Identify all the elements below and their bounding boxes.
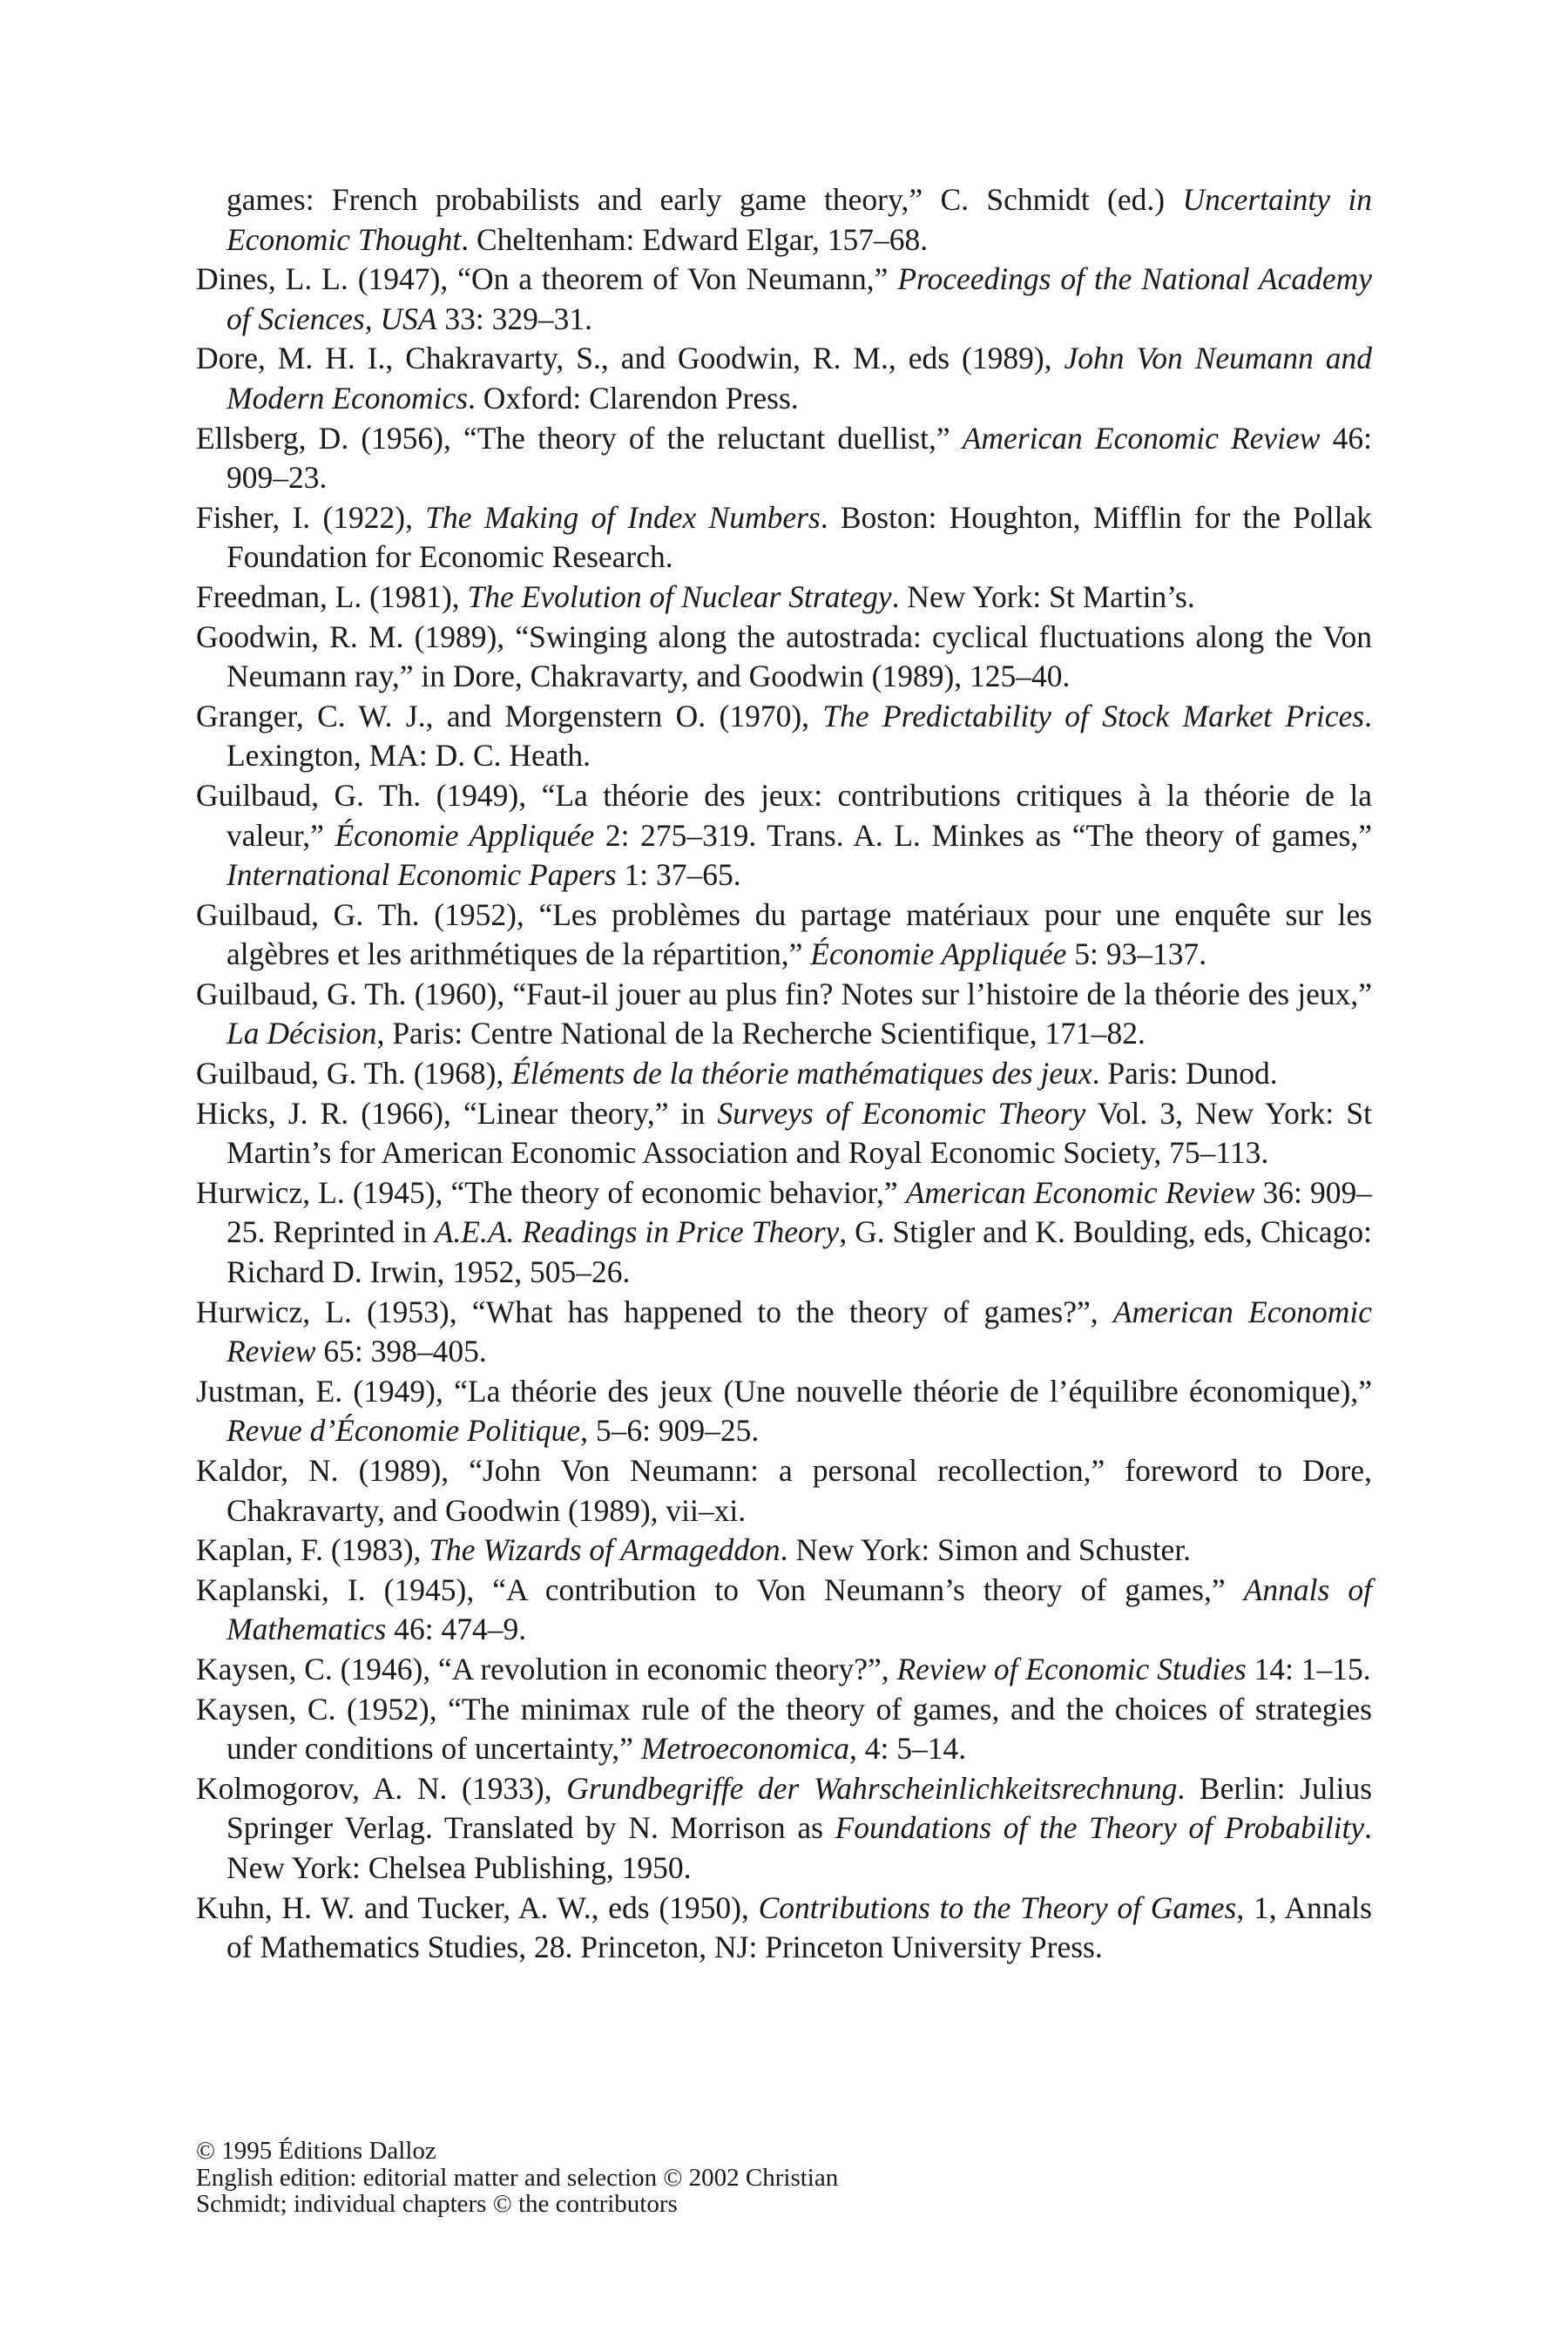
reference-title-italic: A.E.A. Readings in Price Theory — [434, 1214, 840, 1250]
reference-title-italic: International Economic Papers — [226, 857, 617, 893]
reference-text: . Boston: Houghton, Mifflin for the Pollak Foundation for Economic Research. — [226, 499, 1372, 575]
reference-entry — [196, 1054, 1372, 1094]
reference-text: Fisher, I. (1922), — [196, 499, 426, 535]
reference-text: games: French probabilists and early game theory,” C. Schmidt (ed.) — [226, 182, 1183, 217]
reference-text: Dines, L. L. (1947), “On a theorem of Von Neumann,” — [196, 261, 898, 297]
reference-text: Ellsberg, D. (1956), “The theory of the reluctant duellist,” — [196, 420, 963, 456]
reference-entry — [196, 1173, 1372, 1293]
reference-text: Hurwicz, L. (1945), “The theory of economic behavior,” — [196, 1174, 906, 1210]
reference-title-italic: Grundbegriffe der Wahrscheinlichkeitsrechnung — [566, 1770, 1178, 1806]
reference-text: Vol. 3, New York: St Martin’s for American Economic Association and Royal Economic Society, 75–113. — [226, 1095, 1372, 1171]
copyright-line-3: Schmidt; individual chapters © the contributors — [196, 2190, 678, 2218]
reference-title-italic: Review of Economic Studies — [896, 1651, 1247, 1686]
copyright-line-2: English edition: editorial matter and selection © 2002 Christian — [196, 2163, 839, 2192]
reference-text: Kaysen, C. (1952), “The minimax rule of the theory of games, and the choices of strategies under conditions of uncertainty,” — [196, 1691, 1372, 1767]
reference-entry — [196, 419, 1372, 498]
reference-text: , Paris: Centre National de la Recherche Scientifique, 171–82. — [376, 1016, 1146, 1051]
reference-text: Kaplan, F. (1983), — [196, 1532, 429, 1568]
reference-entry — [196, 578, 1372, 618]
reference-entry — [196, 1571, 1372, 1650]
reference-text: Guilbaud, G. Th. (1952), “Les problèmes du partage matériaux pour une enquête sur les algèbres et les arithmétiques de la répartition,” — [196, 896, 1372, 972]
reference-text: Goodwin, R. M. (1989), “Swinging along the autostrada: cyclical fluctuations along the Von Neumann ray,” in Dore, Chakravarty, and Goodwin (1989), 125–40. — [196, 618, 1372, 694]
reference-entry — [196, 776, 1372, 896]
reference-text: . New York: Simon and Schuster. — [780, 1532, 1192, 1568]
reference-text: , 4: 5–14. — [849, 1731, 967, 1767]
reference-title-italic: Éléments de la théorie mathématiques des jeux — [511, 1056, 1092, 1092]
reference-entry — [196, 618, 1372, 697]
reference-text: Kaldor, N. (1989), “John Von Neumann: a personal recollection,” foreword to Dore, Chakravarty, and Goodwin (1989), vii–xi. — [196, 1453, 1372, 1528]
reference-entry — [196, 1372, 1372, 1451]
reference-text: Hurwicz, L. (1953), “What has happened to the theory of games?”, — [196, 1294, 1113, 1329]
reference-text: . New York: Chelsea Publishing, 1950. — [226, 1810, 1372, 1885]
reference-text: 65: 398–405. — [315, 1334, 487, 1369]
reference-text: Justman, E. (1949), “La théorie des jeux (Une nouvelle théorie de l’équilibre économique),” — [196, 1373, 1372, 1409]
reference-text: Kaysen, C. (1946), “A revolution in economic theory?”, — [196, 1651, 897, 1686]
reference-title-italic: Revue d’Économie Politique — [226, 1413, 581, 1449]
reference-text: . Lexington, MA: D. C. Heath. — [226, 698, 1372, 774]
reference-entry — [196, 1650, 1372, 1690]
reference-text: Guilbaud, G. Th. (1968), — [196, 1056, 512, 1092]
reference-text: 2: 275–319. Trans. A. L. Minkes as “The theory of games,” — [594, 817, 1372, 853]
reference-entry — [196, 180, 1372, 260]
reference-title-italic: Annals of Mathematics — [226, 1571, 1372, 1647]
reference-text: 1: 37–65. — [616, 857, 741, 893]
reference-entry — [196, 697, 1372, 776]
reference-entry — [196, 1889, 1372, 1968]
reference-text: 33: 329–31. — [436, 301, 593, 336]
reference-title-italic: Metroeconomica — [640, 1731, 850, 1767]
reference-list — [196, 180, 1372, 1968]
reference-title-italic: Proceedings of the National Academy of Sciences, USA — [226, 261, 1372, 336]
reference-text: Kolmogorov, A. N. (1933), — [196, 1770, 567, 1806]
reference-entry — [196, 975, 1372, 1054]
reference-text: Kaplanski, I. (1945), “A contribution to Von Neumann’s theory of games,” — [196, 1571, 1244, 1607]
reference-text: . Cheltenham: Edward Elgar, 157–68. — [461, 221, 929, 257]
reference-title-italic: The Wizards of Armageddon — [429, 1532, 781, 1568]
reference-title-italic: American Economic Review — [905, 1174, 1255, 1210]
reference-title-italic: Contributions to the Theory of Games — [758, 1889, 1237, 1925]
reference-text: Dore, M. H. I., Chakravarty, S., and Goodwin, R. M., eds (1989), — [196, 341, 1064, 376]
reference-entry — [196, 1769, 1372, 1889]
reference-text: . Paris: Dunod. — [1092, 1056, 1278, 1092]
reference-text: Kuhn, H. W. and Tucker, A. W., eds (1950), — [196, 1889, 759, 1925]
reference-title-italic: Surveys of Economic Theory — [717, 1095, 1086, 1131]
reference-text: 5: 93–137. — [1066, 936, 1207, 972]
reference-title-italic: Économie Appliquée — [335, 817, 595, 853]
reference-title-italic: The Making of Index Numbers — [425, 499, 821, 535]
reference-entry — [196, 1451, 1372, 1531]
reference-entry — [196, 260, 1372, 339]
copyright-footer — [196, 2138, 1067, 2218]
reference-entry — [196, 339, 1372, 418]
reference-text: Guilbaud, G. Th. (1960), “Faut-il jouer au plus fin? Notes sur l’histoire de la théorie des jeux,” — [196, 976, 1372, 1011]
reference-entry — [196, 896, 1372, 975]
reference-entry — [196, 1531, 1372, 1571]
reference-text: 46: 474–9. — [386, 1612, 527, 1647]
reference-text: . New York: St Martin’s. — [891, 578, 1195, 614]
reference-title-italic: American Economic Review — [962, 420, 1321, 456]
reference-title-italic: Économie Appliquée — [810, 936, 1067, 972]
reference-text: Hicks, J. R. (1966), “Linear theory,” in — [196, 1095, 718, 1131]
reference-text: 36: 909–25. Reprinted in — [226, 1174, 1372, 1250]
reference-text: Freedman, L. (1981), — [196, 578, 468, 614]
reference-text: . Oxford: Clarendon Press. — [468, 380, 799, 416]
copyright-line-1: © 1995 Éditions Dalloz — [196, 2137, 436, 2165]
reference-title-italic: Uncertainty in Economic Thought — [226, 182, 1372, 257]
reference-title-italic: Foundations of the Theory of Probability — [835, 1810, 1365, 1846]
reference-text: 46: 909–23. — [226, 420, 1372, 496]
reference-text: , 1, Annals of Mathematics Studies, 28. Princeton, NJ: Princeton University Press. — [226, 1889, 1372, 1965]
reference-entry — [196, 1094, 1372, 1173]
reference-text: 14: 1–15. — [1246, 1651, 1371, 1686]
reference-entry — [196, 1690, 1372, 1769]
reference-title-italic: John Von Neumann and Modern Economics — [226, 341, 1372, 416]
reference-text: , 5–6: 909–25. — [580, 1413, 760, 1449]
reference-title-italic: American Economic Review — [226, 1294, 1372, 1369]
reference-text: Granger, C. W. J., and Morgenstern O. (1970), — [196, 698, 823, 733]
reference-title-italic: La Décision — [226, 1016, 377, 1051]
reference-text: Guilbaud, G. Th. (1949), “La théorie des jeux: contributions critiques à la théorie de la valeur,” — [196, 777, 1372, 853]
reference-entry — [196, 498, 1372, 578]
reference-text: , G. Stigler and K. Boulding, eds, Chicago: Richard D. Irwin, 1952, 505–26. — [226, 1214, 1372, 1290]
reference-entry — [196, 1293, 1372, 1372]
reference-title-italic: The Predictability of Stock Market Prices — [822, 698, 1365, 733]
reference-title-italic: The Evolution of Nuclear Strategy — [467, 578, 892, 614]
reference-text: . Berlin: Julius Springer Verlag. Translated by N. Morrison as — [226, 1770, 1373, 1846]
